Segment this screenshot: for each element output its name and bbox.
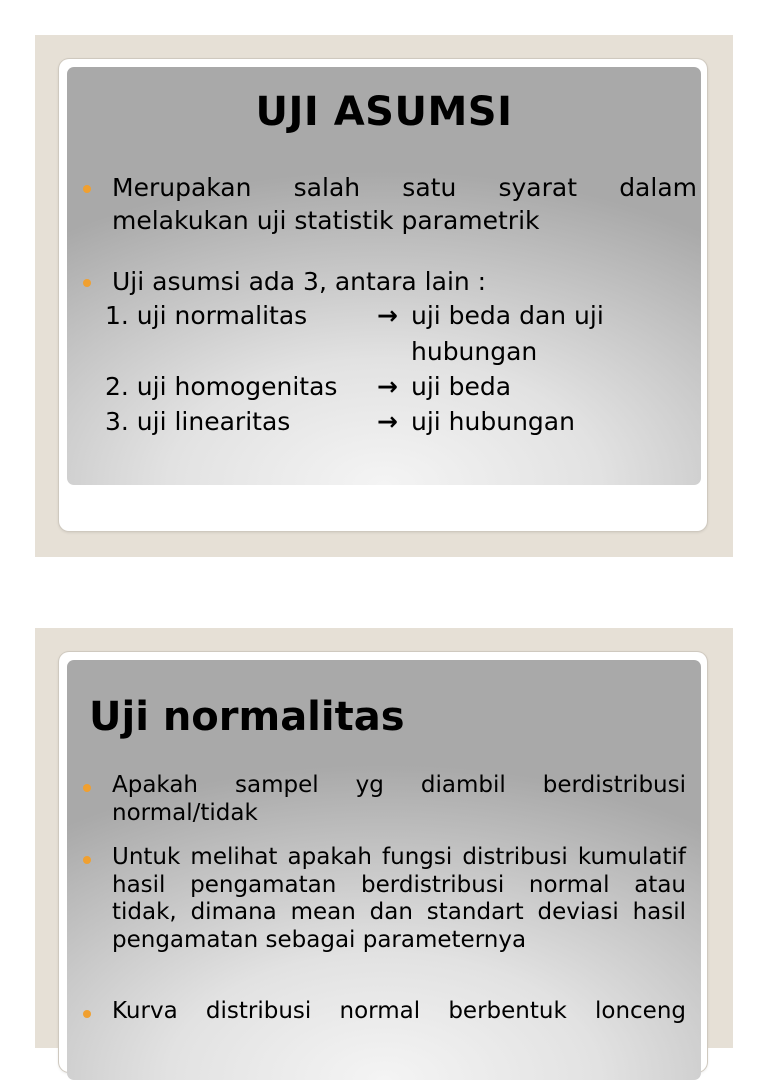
list-item-1-result: uji beda dan uji — [411, 301, 604, 330]
list-item-3-label: 3. uji linearitas — [105, 407, 291, 436]
arrow-right-icon: → — [377, 301, 398, 330]
slide-2 — [35, 628, 733, 1048]
list-item-3 — [105, 407, 575, 443]
bullet-dot-icon — [83, 856, 91, 864]
list-item-1-result-cont: hubungan — [411, 337, 538, 366]
bullet-dot-icon — [83, 1010, 91, 1018]
slide-2-bullet-2-text: Untuk melihat apakah fungsi distribusi kumulatif hasil pengamatan berdistribusi normal atau tidak, dimana mean dan standart deviasi hasil pengamatan sebagai parameternya — [112, 844, 686, 953]
slide-1-bullet-2 — [83, 265, 697, 301]
bullet-dot-icon — [83, 279, 91, 287]
slide-1-bullet-1 — [83, 171, 697, 241]
list-item-1 — [105, 301, 604, 337]
list-item-1-label: 1. uji normalitas — [105, 301, 308, 330]
bullet-dot-icon — [83, 185, 91, 193]
list-item-2 — [105, 372, 512, 408]
arrow-right-icon: → — [377, 407, 398, 436]
slide-1-bullet-2-text: Uji asumsi ada 3, antara lain : — [112, 267, 487, 296]
slide-1-title: UJI ASUMSI — [255, 89, 513, 135]
slide-1-content-panel — [67, 67, 701, 485]
slide-2-bullet-1 — [83, 772, 686, 832]
slide-1 — [35, 35, 733, 557]
slide-1-card — [59, 59, 707, 531]
slide-2-title: Uji normalitas — [89, 694, 405, 740]
slide-1-bullet-1-text: Merupakan salah satu syarat dalam melakukan uji statistik parametrik — [112, 173, 697, 235]
list-item-2-label: 2. uji homogenitas — [105, 372, 338, 401]
slide-2-bullet-2 — [83, 844, 686, 984]
slide-2-card — [59, 652, 707, 1072]
list-item-3-result: uji hubungan — [411, 407, 575, 436]
slide-2-bullet-3-text: Kurva distribusi normal berbentuk lonceng — [112, 998, 686, 1024]
slide-2-bullet-3 — [83, 998, 686, 1038]
arrow-right-icon: → — [377, 372, 398, 401]
slide-2-bullet-1-text: Apakah sampel yg diambil berdistribusi normal/tidak — [112, 772, 686, 826]
slide-2-content-panel — [67, 660, 701, 1080]
bullet-dot-icon — [83, 784, 91, 792]
list-item-2-result: uji beda — [411, 372, 512, 401]
